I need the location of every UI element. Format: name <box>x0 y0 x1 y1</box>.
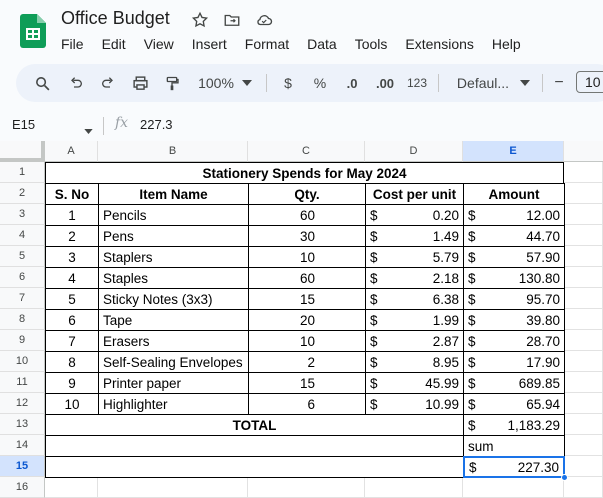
menu-bar <box>52 36 530 52</box>
quantity-cell[interactable]: 10 <box>248 330 366 352</box>
amount-value: 57.90 <box>526 249 560 265</box>
menu-insert[interactable]: Insert <box>191 36 227 52</box>
currency-symbol: $ <box>370 333 378 349</box>
currency-symbol: $ <box>370 312 378 328</box>
row-header[interactable]: 11 <box>0 372 45 393</box>
cost-value: 45.99 <box>425 375 459 391</box>
row-header[interactable]: 4 <box>0 225 45 246</box>
amount-value: 17.90 <box>526 354 560 370</box>
menu-file[interactable]: File <box>61 36 84 52</box>
currency-symbol: $ <box>370 375 378 391</box>
document-title[interactable]: Office Budget <box>61 8 170 28</box>
currency-symbol: $ <box>468 417 476 433</box>
item-name-cell[interactable]: Erasers <box>98 330 249 352</box>
amount-cell[interactable] <box>463 393 565 415</box>
search-menus-icon[interactable] <box>30 64 54 102</box>
menu-data[interactable]: Data <box>307 36 337 52</box>
currency-symbol: $ <box>468 333 476 349</box>
item-name-cell[interactable]: Staplers <box>98 246 249 268</box>
cost-value: 8.95 <box>432 354 459 370</box>
amount-cell[interactable] <box>463 267 565 289</box>
fill-handle[interactable] <box>561 474 568 481</box>
cloud-saved-icon[interactable] <box>254 10 274 30</box>
cost-per-unit-cell[interactable] <box>365 288 464 310</box>
font-dropdown-icon[interactable] <box>518 64 532 102</box>
item-name-cell[interactable]: Printer paper <box>98 372 249 394</box>
item-name-cell[interactable]: Self-Sealing Envelopes <box>98 351 249 373</box>
grid-cell[interactable] <box>564 372 603 393</box>
serial-number-cell[interactable]: 7 <box>45 330 99 352</box>
cost-value: 1.99 <box>432 312 459 328</box>
grid-cell[interactable] <box>564 246 603 267</box>
zoom-dropdown-icon[interactable] <box>240 64 254 102</box>
amount-value: 65.94 <box>526 396 560 412</box>
toolbar <box>16 64 603 102</box>
format-currency-button[interactable]: $ <box>284 75 292 91</box>
grid-cell[interactable] <box>564 456 603 477</box>
amount-cell[interactable] <box>463 246 565 268</box>
amount-cell[interactable] <box>463 225 565 247</box>
cost-per-unit-cell[interactable] <box>365 309 464 331</box>
cost-per-unit-cell[interactable] <box>365 372 464 394</box>
quantity-cell[interactable]: 30 <box>248 225 366 247</box>
menu-edit[interactable]: Edit <box>101 36 126 52</box>
grid-cell[interactable] <box>564 330 603 351</box>
column-header-a[interactable]: A <box>45 141 98 162</box>
amount-cell[interactable] <box>463 288 565 310</box>
empty-merged-cell[interactable] <box>45 435 464 457</box>
quantity-cell[interactable]: 60 <box>248 204 366 226</box>
quantity-cell[interactable]: 20 <box>248 309 366 331</box>
column-title[interactable]: Amount <box>463 183 565 205</box>
amount-value: 689.85 <box>518 375 560 391</box>
row-header[interactable]: 6 <box>0 267 45 288</box>
font-size-input[interactable]: 10 <box>576 71 603 93</box>
row-header[interactable]: 15 <box>0 456 45 477</box>
serial-number-cell[interactable]: 1 <box>45 204 99 226</box>
menu-format[interactable]: Format <box>244 36 290 52</box>
cost-per-unit-cell[interactable] <box>365 330 464 352</box>
quantity-cell[interactable]: 15 <box>248 372 366 394</box>
row-header[interactable]: 1 <box>0 162 45 183</box>
grid-cell[interactable] <box>564 351 603 372</box>
cost-per-unit-cell[interactable] <box>365 351 464 373</box>
zoom-value[interactable]: 100% <box>198 75 234 91</box>
currency-symbol: $ <box>370 270 378 286</box>
currency-symbol: $ <box>468 375 476 391</box>
grid-cell[interactable] <box>564 393 603 414</box>
paint-format-icon[interactable] <box>160 64 184 102</box>
redo-icon[interactable] <box>96 64 120 102</box>
currency-symbol: $ <box>468 270 476 286</box>
currency-symbol: $ <box>468 291 476 307</box>
amount-cell[interactable] <box>463 351 565 373</box>
column-title[interactable]: Cost per unit <box>365 183 464 205</box>
sum-label-cell[interactable]: sum <box>463 435 565 457</box>
item-name-cell[interactable]: Tape <box>98 309 249 331</box>
grid-cell[interactable] <box>365 477 463 498</box>
currency-symbol: $ <box>468 207 476 223</box>
sheet-title[interactable]: Stationery Spends for May 2024 <box>45 162 564 184</box>
menu-extensions[interactable]: Extensions <box>405 36 474 52</box>
column-title[interactable]: Item Name <box>98 183 249 205</box>
currency-symbol: $ <box>370 354 378 370</box>
cost-value: 1.49 <box>432 228 459 244</box>
grid-cell[interactable] <box>564 435 603 456</box>
fx-icon: fx <box>115 115 129 131</box>
currency-symbol: $ <box>370 228 378 244</box>
amount-cell[interactable] <box>463 309 565 331</box>
empty-merged-cell[interactable] <box>45 456 464 478</box>
grid-cell[interactable] <box>564 477 603 498</box>
font-family-select[interactable]: Defaul... <box>456 75 510 91</box>
amount-cell[interactable] <box>463 330 565 352</box>
cost-per-unit-cell[interactable] <box>365 204 464 226</box>
currency-symbol: $ <box>468 228 476 244</box>
total-label-cell[interactable]: TOTAL <box>45 414 464 436</box>
column-header-f[interactable] <box>564 141 603 162</box>
cost-value: 2.87 <box>432 333 459 349</box>
serial-number-cell[interactable]: 2 <box>45 225 99 247</box>
column-header-d[interactable]: D <box>365 141 463 162</box>
sum-amount-cell-selected[interactable] <box>463 456 565 478</box>
formula-divider <box>103 117 104 135</box>
sum-amount-value: 227.30 <box>517 459 559 475</box>
serial-number-cell[interactable]: 6 <box>45 309 99 331</box>
grid-cell[interactable] <box>564 309 603 330</box>
row-header[interactable]: 2 <box>0 183 45 204</box>
move-folder-icon[interactable] <box>222 10 242 30</box>
print-icon[interactable] <box>128 64 152 102</box>
row-header[interactable]: 8 <box>0 309 45 330</box>
row-header[interactable]: 5 <box>0 246 45 267</box>
grid-cell[interactable] <box>564 225 603 246</box>
item-name-cell[interactable]: Pens <box>98 225 249 247</box>
menu-help[interactable]: Help <box>491 36 521 52</box>
currency-symbol: $ <box>370 207 378 223</box>
item-name-cell[interactable]: Highlighter <box>98 393 249 415</box>
row-header[interactable]: 16 <box>0 477 45 498</box>
grid-cell[interactable] <box>564 183 603 204</box>
total-amount-cell[interactable] <box>463 414 565 436</box>
serial-number-cell[interactable]: 9 <box>45 372 99 394</box>
grid-cell[interactable] <box>564 204 603 225</box>
decrease-decimal-button[interactable]: .0 <box>346 75 358 91</box>
column-header-c[interactable]: C <box>248 141 365 162</box>
serial-number-cell[interactable]: 10 <box>45 393 99 415</box>
row-header[interactable]: 9 <box>0 330 45 351</box>
amount-value: 130.80 <box>518 270 560 286</box>
currency-symbol: $ <box>370 396 378 412</box>
format-percent-button[interactable]: % <box>313 75 327 91</box>
grid-cell[interactable] <box>564 162 603 183</box>
select-all-corner[interactable] <box>0 141 45 162</box>
name-box-dropdown-icon[interactable] <box>84 122 93 137</box>
sheets-logo-icon[interactable] <box>20 14 46 48</box>
toolbar-divider <box>438 74 439 92</box>
decrease-font-size-button[interactable]: − <box>554 74 564 91</box>
column-header-b[interactable]: B <box>98 141 248 162</box>
cost-value: 10.99 <box>425 396 459 412</box>
cost-value: 2.18 <box>432 270 459 286</box>
grid-cell[interactable] <box>564 414 603 435</box>
grid-cell[interactable] <box>564 267 603 288</box>
amount-value: 12.00 <box>526 207 560 223</box>
currency-symbol: $ <box>370 291 378 307</box>
row-header[interactable]: 14 <box>0 435 45 456</box>
serial-number-cell[interactable]: 4 <box>45 267 99 289</box>
grid-cell[interactable] <box>564 288 603 309</box>
total-amount-value: 1,183.29 <box>507 417 560 433</box>
column-title[interactable]: Qty. <box>248 183 366 205</box>
formula-input[interactable]: 227.3 <box>140 117 173 132</box>
column-header-e[interactable]: E <box>463 141 564 162</box>
menu-view[interactable]: View <box>143 36 174 52</box>
amount-value: 44.70 <box>526 228 560 244</box>
grid-cell[interactable] <box>463 477 564 498</box>
cost-value: 6.38 <box>432 291 459 307</box>
currency-symbol: $ <box>370 249 378 265</box>
quantity-cell[interactable]: 15 <box>248 288 366 310</box>
spreadsheet-grid <box>0 141 603 498</box>
menu-tools[interactable]: Tools <box>354 36 388 52</box>
row-header[interactable]: 7 <box>0 288 45 309</box>
serial-number-cell[interactable]: 5 <box>45 288 99 310</box>
cost-per-unit-cell[interactable] <box>365 393 464 415</box>
grid-cell[interactable] <box>248 477 365 498</box>
cost-per-unit-cell[interactable] <box>365 246 464 268</box>
quantity-cell[interactable]: 6 <box>248 393 366 415</box>
amount-cell[interactable] <box>463 372 565 394</box>
grid-cell[interactable] <box>98 477 248 498</box>
amount-cell[interactable] <box>463 204 565 226</box>
row-header[interactable]: 10 <box>0 351 45 372</box>
quantity-cell[interactable]: 60 <box>248 267 366 289</box>
quantity-cell[interactable]: 10 <box>248 246 366 268</box>
star-icon[interactable] <box>190 10 210 30</box>
amount-value: 95.70 <box>526 291 560 307</box>
cost-per-unit-cell[interactable] <box>365 267 464 289</box>
serial-number-cell[interactable]: 3 <box>45 246 99 268</box>
row-header[interactable]: 13 <box>0 414 45 435</box>
cost-value: 5.79 <box>432 249 459 265</box>
grid-cell[interactable] <box>45 477 98 498</box>
cost-per-unit-cell[interactable] <box>365 225 464 247</box>
more-formats-button[interactable]: 123 <box>406 76 428 90</box>
item-name-cell[interactable]: Sticky Notes (3x3) <box>98 288 249 310</box>
currency-symbol: $ <box>468 354 476 370</box>
item-name-cell[interactable]: Staples <box>98 267 249 289</box>
currency-symbol: $ <box>469 459 477 475</box>
name-box[interactable] <box>0 112 100 138</box>
currency-symbol: $ <box>468 249 476 265</box>
amount-value: 28.70 <box>526 333 560 349</box>
serial-number-cell[interactable]: 8 <box>45 351 99 373</box>
cost-value: 0.20 <box>432 207 459 223</box>
row-header[interactable]: 3 <box>0 204 45 225</box>
column-title[interactable]: S. No <box>45 183 99 205</box>
amount-value: 39.80 <box>526 312 560 328</box>
increase-decimal-button[interactable]: .00 <box>375 75 395 91</box>
toolbar-divider <box>542 74 543 92</box>
cell-reference: E15 <box>12 117 36 132</box>
toolbar-divider <box>266 74 267 92</box>
quantity-cell[interactable]: 2 <box>248 351 366 373</box>
undo-icon[interactable] <box>64 64 88 102</box>
row-header[interactable]: 12 <box>0 393 45 414</box>
currency-symbol: $ <box>468 396 476 412</box>
item-name-cell[interactable]: Pencils <box>98 204 249 226</box>
currency-symbol: $ <box>468 312 476 328</box>
